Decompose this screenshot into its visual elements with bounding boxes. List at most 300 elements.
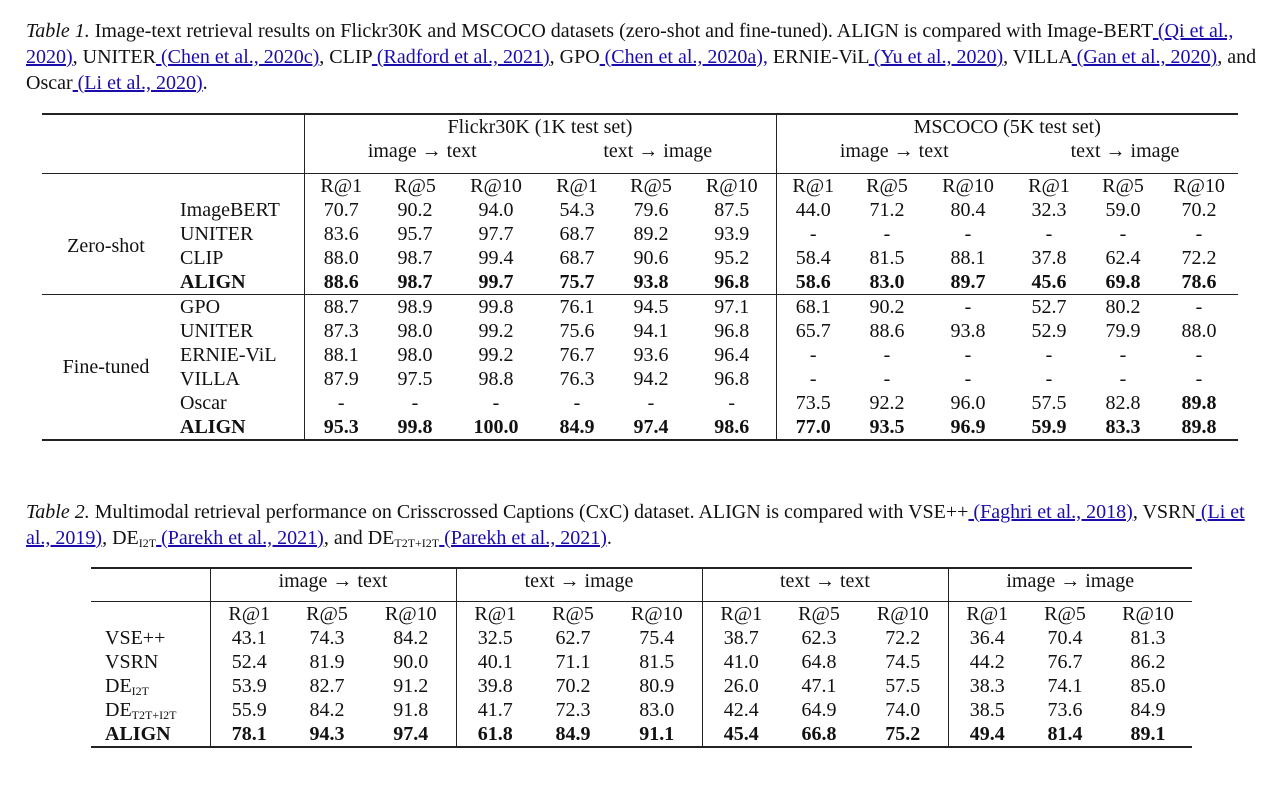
metric-value: 40.1	[456, 650, 534, 674]
metric-header: R@5	[1026, 602, 1104, 627]
metric-value: 81.5	[639, 651, 675, 673]
metric-value: 74.3	[309, 627, 345, 649]
metric-value: 93.8	[950, 320, 986, 342]
metric-header: R@5	[288, 602, 366, 627]
metric-value: 88.6	[304, 270, 378, 295]
direction-header: text → image	[603, 140, 713, 162]
metric-value: 95.2	[714, 247, 750, 269]
model-name	[91, 698, 210, 722]
metric-value: -	[883, 368, 891, 390]
metric-header: R@10	[858, 602, 948, 627]
metric-value: -	[1195, 344, 1203, 366]
metric-value: 38.3	[948, 674, 1026, 698]
metric-value: 75.7	[559, 271, 595, 293]
metric-value: 99.4	[478, 247, 514, 269]
model-name	[91, 674, 210, 698]
caption-text: , DE	[102, 527, 139, 549]
metric-value: 41.7	[456, 698, 534, 722]
metric-value: 94.3	[288, 722, 366, 747]
metric-value: 58.4	[776, 246, 850, 270]
metric-value: 65.7	[776, 319, 850, 343]
metric-value: -	[964, 223, 972, 245]
caption-text: Image-text retrieval results on Flickr30K and MSCOCO datasets (zero-shot and fine-tuned). ALIGN is compared with Image-BERT	[89, 20, 1153, 42]
metric-value: 64.8	[801, 651, 837, 673]
model-name-text: ALIGN	[105, 723, 171, 745]
metric-header: R@5	[780, 602, 858, 627]
metric-header: R@10	[1104, 602, 1192, 627]
metric-value: -	[492, 392, 500, 414]
metric-value: 99.2	[478, 320, 514, 342]
direction-header: image → text	[304, 139, 540, 163]
direction-header: image → text	[776, 139, 1012, 163]
table-row	[91, 674, 1192, 698]
table-row	[42, 270, 1238, 295]
metric-value: 45.6	[1031, 271, 1067, 293]
metric-value: 80.4	[950, 199, 986, 221]
metric-value: 78.1	[210, 722, 288, 747]
metric-value: 32.5	[456, 626, 534, 650]
metric-value: 86.2	[1130, 651, 1166, 673]
metric-value: 97.4	[614, 415, 688, 440]
table-row	[91, 650, 1192, 674]
metric-header: R@1	[702, 602, 780, 627]
metric-value: 52.7	[1012, 295, 1086, 320]
metric-value: 83.0	[639, 699, 675, 721]
direction-header: text → image	[1070, 140, 1180, 162]
model-name-text: VSE++	[105, 627, 166, 649]
fine-tuned-group	[42, 295, 1238, 441]
metric-value: 97.1	[688, 295, 776, 320]
metric-value: 81.9	[309, 651, 345, 673]
citation-link-vsrn[interactable]: (Li et al., 2019)	[26, 501, 1245, 549]
metric-value: 53.9	[210, 674, 288, 698]
metric-value: 84.2	[393, 627, 429, 649]
model-name-text: DE	[105, 699, 132, 721]
metric-value: 81.3	[1130, 627, 1166, 649]
metric-value: 76.7	[559, 344, 595, 366]
metric-header: R@5	[1086, 174, 1160, 199]
model-name	[91, 650, 210, 674]
metric-header: R@10	[1160, 174, 1238, 199]
caption-text: , VILLA	[1003, 46, 1072, 68]
citation-link-villa[interactable]: (Gan et al., 2020)	[1071, 46, 1218, 68]
metric-value: 94.2	[633, 368, 669, 390]
metric-header: R@1	[540, 174, 614, 199]
metric-value: 52.4	[210, 650, 288, 674]
metric-value: 61.8	[456, 722, 534, 747]
table-row	[91, 626, 1192, 650]
model-name: ERNIE-ViL	[180, 344, 277, 366]
metric-value: 91.2	[393, 675, 429, 697]
model-name: VILLA	[180, 368, 240, 390]
table-row	[42, 295, 1238, 320]
metric-header: R@1	[776, 174, 850, 199]
citation-link-ernie-vil[interactable]: (Yu et al., 2020)	[868, 46, 1004, 68]
metric-value: 84.9	[1130, 699, 1166, 721]
model-name: UNITER	[180, 223, 254, 245]
metric-value: 99.8	[378, 415, 452, 440]
table1-caption-label: Table 1.	[26, 20, 90, 42]
metric-value: 74.0	[885, 699, 921, 721]
caption-text: .	[202, 72, 208, 94]
metric-value: 45.4	[702, 722, 780, 747]
citation-link-gpo[interactable]: (Chen et al., 2020a),	[599, 46, 768, 68]
metric-value: -	[1119, 223, 1127, 245]
metric-value: 88.1	[304, 343, 378, 367]
metric-value: 83.3	[1086, 415, 1160, 440]
metric-value: 43.1	[210, 626, 288, 650]
metric-value: 38.5	[948, 698, 1026, 722]
caption-text: , and Oscar	[26, 46, 1257, 94]
metric-value: 97.7	[478, 223, 514, 245]
metric-value: 80.9	[639, 675, 675, 697]
metric-value: 70.2	[555, 675, 591, 697]
caption-text: , UNITER	[72, 46, 156, 68]
metric-value: -	[776, 367, 850, 391]
metric-value: 97.4	[366, 722, 456, 747]
direction-header-row	[42, 139, 1238, 163]
direction-header: text → text	[702, 568, 948, 593]
metric-value: 96.4	[714, 344, 750, 366]
metric-value: 74.1	[1047, 675, 1083, 697]
table-row	[42, 198, 1238, 222]
caption-text: , GPO	[549, 46, 600, 68]
model-name: UNITER	[180, 320, 254, 342]
empty-cell	[42, 139, 304, 163]
metric-value: -	[1195, 368, 1203, 390]
metric-value: 84.9	[540, 415, 614, 440]
metric-value: 96.8	[714, 271, 750, 293]
metric-value: -	[964, 344, 972, 366]
metric-value: 89.1	[1104, 722, 1192, 747]
metric-value: -	[1045, 344, 1053, 366]
table2-results	[91, 567, 1192, 748]
metric-value: -	[647, 392, 655, 414]
metric-header: R@1	[456, 602, 534, 627]
metric-value: 98.8	[478, 368, 514, 390]
metric-value: 99.2	[478, 344, 514, 366]
metric-header-row	[91, 602, 1192, 627]
metric-value: 93.6	[633, 344, 669, 366]
metric-value: 54.3	[559, 199, 595, 221]
metric-value: 79.6	[633, 199, 669, 221]
metric-value: 100.0	[452, 415, 540, 440]
direction-header: image → image	[948, 568, 1192, 593]
metric-value: 87.5	[714, 199, 750, 221]
metric-header: R@1	[304, 174, 378, 199]
metric-value: 71.2	[869, 199, 905, 221]
metric-value: 96.8	[714, 320, 750, 342]
caption-text: , VSRN	[1132, 501, 1196, 523]
metric-value: 91.1	[612, 722, 702, 747]
table-row	[42, 343, 1238, 367]
metric-value: 96.0	[950, 392, 986, 414]
metric-value: 57.5	[885, 675, 921, 697]
table2-caption-label: Table 2.	[26, 501, 90, 523]
metric-value: 90.0	[393, 651, 429, 673]
metric-value: 98.0	[397, 320, 433, 342]
table1-caption	[26, 18, 1262, 96]
table-row	[42, 415, 1238, 440]
table-row	[42, 319, 1238, 343]
table-row	[42, 391, 1238, 415]
metric-value: 75.4	[639, 627, 675, 649]
metric-value: 38.7	[702, 626, 780, 650]
table-row	[91, 722, 1192, 747]
model-name: Oscar	[180, 392, 227, 414]
metric-value: -	[1160, 295, 1238, 320]
dataset-header-row	[42, 114, 1238, 139]
metric-header: R@5	[850, 174, 924, 199]
table1-results	[42, 113, 1238, 441]
metric-value: 57.5	[1031, 392, 1067, 414]
spacer-row	[91, 593, 1192, 602]
metric-value: 95.3	[304, 415, 378, 440]
metric-value: 90.2	[397, 199, 433, 221]
metric-value: 99.8	[452, 295, 540, 320]
citation-link-de-i2t[interactable]: (Parekh et al., 2021)	[156, 527, 324, 549]
metric-value: 94.5	[614, 295, 688, 320]
dataset-header-flickr: Flickr30K (1K test set)	[304, 114, 776, 139]
metric-value: 72.2	[1181, 247, 1217, 269]
metric-value: 58.6	[776, 270, 850, 295]
subscript: T2T+I2T	[394, 536, 440, 550]
metric-value: 62.4	[1105, 247, 1141, 269]
metric-value: -	[573, 392, 581, 414]
metric-value: 78.6	[1181, 271, 1217, 293]
direction-header: text → image	[456, 568, 702, 593]
metric-value: 77.0	[776, 415, 850, 440]
table-row	[42, 367, 1238, 391]
metric-value: 73.6	[1047, 699, 1083, 721]
metric-value: -	[883, 223, 891, 245]
metric-value: -	[1119, 344, 1127, 366]
metric-value: 93.9	[714, 223, 750, 245]
metric-value: 76.7	[1047, 651, 1083, 673]
metric-value: 75.6	[559, 320, 595, 342]
table-row	[42, 222, 1238, 246]
metric-value: 96.9	[924, 415, 1012, 440]
metric-value: 88.0	[304, 246, 378, 270]
metric-value: 76.1	[540, 295, 614, 320]
direction-header-row	[91, 568, 1192, 593]
metric-value: 73.5	[776, 391, 850, 415]
metric-value: -	[776, 222, 850, 246]
metric-value: 94.1	[633, 320, 669, 342]
empty-cell	[91, 602, 210, 627]
metric-header: R@10	[366, 602, 456, 627]
model-name-text: VSRN	[105, 651, 159, 673]
metric-value: 70.2	[1181, 199, 1217, 221]
metric-value: 42.4	[702, 698, 780, 722]
metric-value: 62.3	[801, 627, 837, 649]
metric-value: -	[1045, 223, 1053, 245]
metric-value: 89.8	[1181, 392, 1217, 414]
metric-value: 85.0	[1130, 675, 1166, 697]
metric-header: R@5	[534, 602, 612, 627]
metric-value: -	[304, 391, 378, 415]
model-name-text: DE	[105, 675, 132, 697]
zero-shot-group	[42, 198, 1238, 295]
metric-value: 70.4	[1047, 627, 1083, 649]
metric-value: 72.3	[555, 699, 591, 721]
metric-value: 76.3	[559, 368, 595, 390]
metric-value: 94.0	[478, 199, 514, 221]
metric-value: 37.8	[1031, 247, 1067, 269]
metric-value: 99.7	[478, 271, 514, 293]
citation-link-de-t2t-i2t[interactable]: (Parekh et al., 2021)	[439, 527, 607, 549]
metric-value: 44.0	[776, 198, 850, 222]
citation-link-clip[interactable]: (Radford et al., 2021)	[371, 46, 550, 68]
metric-value: 91.8	[393, 699, 429, 721]
metric-value: -	[1045, 368, 1053, 390]
metric-value: 83.0	[869, 271, 905, 293]
metric-value: 92.2	[869, 392, 905, 414]
metric-value: 55.9	[210, 698, 288, 722]
metric-value: 93.5	[850, 415, 924, 440]
metric-value: 81.5	[869, 247, 905, 269]
metric-value: 88.6	[869, 320, 905, 342]
metric-value: 49.4	[948, 722, 1026, 747]
metric-value: 64.9	[801, 699, 837, 721]
metric-value: 74.5	[885, 651, 921, 673]
metric-value: 88.1	[950, 247, 986, 269]
metric-value: 97.5	[397, 368, 433, 390]
metric-header: R@5	[614, 174, 688, 199]
metric-value: 68.1	[776, 295, 850, 320]
metric-value: 41.0	[702, 650, 780, 674]
model-name: ALIGN	[180, 271, 246, 293]
metric-value: -	[728, 392, 736, 414]
model-name: ALIGN	[170, 415, 304, 440]
caption-text: .	[606, 527, 612, 549]
metric-value: 96.8	[714, 368, 750, 390]
metric-value: 39.8	[456, 674, 534, 698]
table-row	[42, 246, 1238, 270]
metric-value: 71.1	[555, 651, 591, 673]
empty-cell	[42, 174, 304, 199]
model-name: GPO	[170, 295, 304, 320]
caption-text: ERNIE-ViL	[767, 46, 869, 68]
citation-link-imagebert[interactable]: (Qi et al., 2020)	[26, 20, 1234, 68]
group-label: Zero-shot	[67, 235, 145, 257]
metric-header-row	[42, 174, 1238, 199]
model-name: CLIP	[180, 247, 224, 269]
metric-value: 62.7	[555, 627, 591, 649]
metric-value: 66.8	[780, 722, 858, 747]
metric-value: 44.2	[948, 650, 1026, 674]
metric-value: -	[411, 392, 419, 414]
dataset-header-mscoco: MSCOCO (5K test set)	[776, 114, 1238, 139]
model-name	[91, 626, 210, 650]
metric-value: 90.6	[633, 247, 669, 269]
caption-text: , and DE	[323, 527, 395, 549]
table2-caption	[26, 499, 1262, 551]
model-name	[91, 722, 210, 747]
metric-value: 82.7	[309, 675, 345, 697]
metric-value: 95.7	[397, 223, 433, 245]
metric-value: 93.8	[633, 271, 669, 293]
caption-text: Multimodal retrieval performance on Crisscrossed Captions (CxC) dataset. ALIGN is compared with VSE++	[89, 501, 969, 523]
metric-value: 59.0	[1105, 199, 1141, 221]
metric-value: -	[776, 343, 850, 367]
table-row	[91, 698, 1192, 722]
metric-value: 52.9	[1031, 320, 1067, 342]
citation-link-vse[interactable]: (Faghri et al., 2018)	[968, 501, 1133, 523]
metric-value: 90.2	[850, 295, 924, 320]
metric-value: 88.0	[1181, 320, 1217, 342]
metric-value: 75.2	[858, 722, 948, 747]
metric-value: 89.8	[1160, 415, 1238, 440]
metric-value: 80.2	[1086, 295, 1160, 320]
metric-header: R@10	[688, 174, 776, 199]
metric-value: 88.7	[304, 295, 378, 320]
metric-header: R@10	[612, 602, 702, 627]
metric-value: 83.6	[304, 222, 378, 246]
metric-value: 87.9	[304, 367, 378, 391]
metric-value: 98.6	[688, 415, 776, 440]
metric-value: 72.2	[885, 627, 921, 649]
empty-cell	[42, 114, 304, 139]
metric-value: -	[883, 344, 891, 366]
table2-body	[91, 626, 1192, 747]
metric-value: 82.8	[1105, 392, 1141, 414]
model-name-subscript: T2T+I2T	[131, 708, 177, 722]
metric-value: 79.9	[1105, 320, 1141, 342]
metric-value: 84.2	[309, 699, 345, 721]
metric-value: -	[964, 368, 972, 390]
metric-value: 89.2	[633, 223, 669, 245]
metric-header: R@10	[924, 174, 1012, 199]
metric-value: 68.7	[559, 223, 595, 245]
metric-value: 98.9	[378, 295, 452, 320]
metric-header: R@1	[948, 602, 1026, 627]
metric-value: -	[924, 295, 1012, 320]
citation-link-uniter[interactable]: (Chen et al., 2020c)	[156, 46, 320, 68]
metric-value: 98.7	[397, 271, 433, 293]
metric-value: 89.7	[950, 271, 986, 293]
spacer-row	[42, 163, 1238, 174]
caption-text: , CLIP	[319, 46, 372, 68]
metric-value: 26.0	[702, 674, 780, 698]
metric-value: 69.8	[1105, 271, 1141, 293]
metric-value: 98.0	[397, 344, 433, 366]
group-label: Fine-tuned	[42, 295, 170, 441]
subscript: I2T	[138, 536, 157, 550]
metric-value: 98.7	[397, 247, 433, 269]
direction-header: image → text	[210, 568, 456, 593]
model-name-subscript: I2T	[131, 684, 149, 698]
metric-value: 47.1	[801, 675, 837, 697]
metric-value: 32.3	[1031, 199, 1067, 221]
model-name: ImageBERT	[180, 199, 280, 221]
metric-value: 81.4	[1026, 722, 1104, 747]
metric-value: -	[1195, 223, 1203, 245]
metric-header: R@1	[1012, 174, 1086, 199]
metric-value: 36.4	[948, 626, 1026, 650]
metric-header: R@1	[210, 602, 288, 627]
metric-value: 59.9	[1012, 415, 1086, 440]
metric-value: 70.7	[304, 198, 378, 222]
metric-value: -	[1119, 368, 1127, 390]
empty-cell	[91, 568, 210, 593]
metric-value: 68.7	[559, 247, 595, 269]
metric-value: 84.9	[534, 722, 612, 747]
citation-link-oscar[interactable]: (Li et al., 2020)	[72, 72, 203, 94]
metric-header: R@10	[452, 174, 540, 199]
metric-header: R@5	[378, 174, 452, 199]
metric-value: 87.3	[304, 319, 378, 343]
